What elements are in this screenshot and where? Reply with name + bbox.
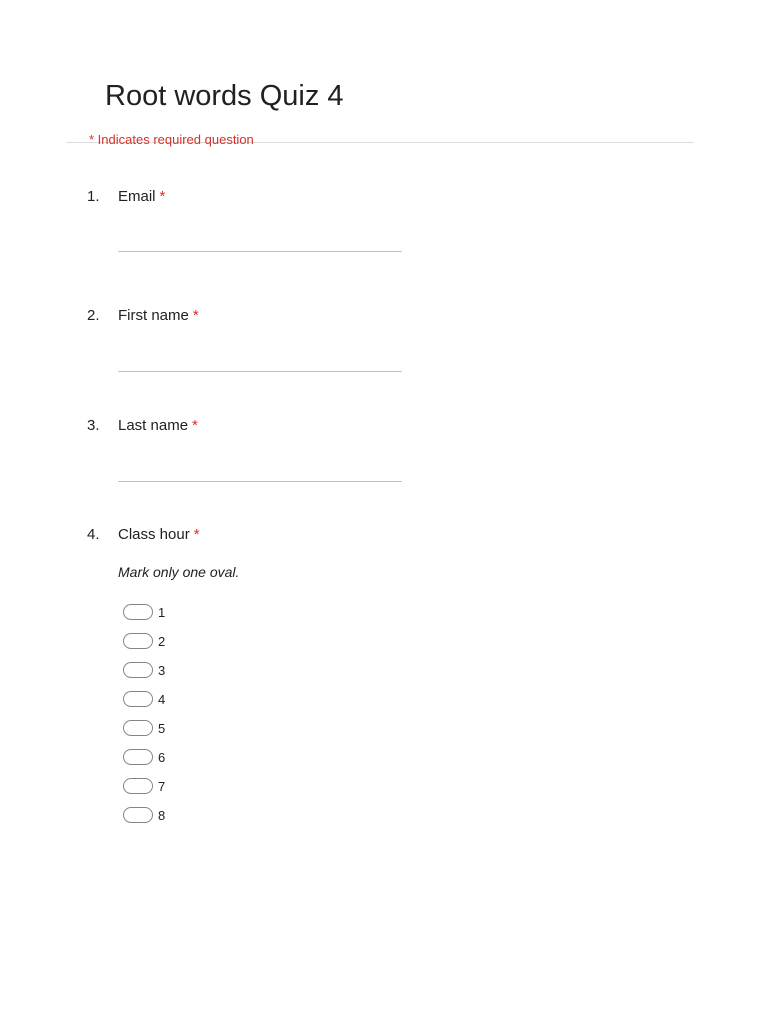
- radio-oval[interactable]: [123, 778, 153, 794]
- question-number: 4.: [87, 526, 100, 543]
- option-2[interactable]: [123, 632, 165, 650]
- question-label-text: Last name: [118, 417, 189, 434]
- question-number: 3.: [87, 417, 100, 434]
- question-number: 2.: [87, 307, 100, 324]
- required-asterisk: *: [192, 307, 199, 324]
- option-label: 5: [158, 720, 166, 736]
- radio-oval[interactable]: [123, 633, 153, 649]
- question-label-text: Email: [118, 188, 156, 205]
- radio-oval[interactable]: [123, 691, 153, 707]
- option-label: 6: [158, 749, 166, 765]
- option-7[interactable]: [123, 777, 165, 795]
- question-label: [118, 526, 200, 543]
- required-note: * Indicates required question: [89, 132, 254, 147]
- option-8[interactable]: [123, 806, 165, 824]
- option-label: 4: [158, 691, 166, 707]
- option-label: 1: [158, 604, 166, 620]
- radio-oval[interactable]: [123, 749, 153, 765]
- option-1[interactable]: [123, 603, 165, 621]
- option-5[interactable]: [123, 719, 165, 737]
- option-label: 8: [158, 807, 166, 823]
- required-asterisk: *: [193, 526, 200, 543]
- option-4[interactable]: [123, 690, 165, 708]
- question-label: [118, 307, 199, 324]
- option-6[interactable]: [123, 748, 165, 766]
- option-label: 3: [158, 662, 166, 678]
- required-asterisk: *: [192, 417, 198, 434]
- question-number: 1.: [87, 188, 100, 205]
- option-3[interactable]: [123, 661, 165, 679]
- option-label: 7: [158, 778, 166, 794]
- option-label: 2: [158, 633, 166, 649]
- radio-oval[interactable]: [123, 807, 153, 823]
- first-name-field[interactable]: [118, 346, 402, 372]
- form-title: Root words Quiz 4: [105, 80, 344, 112]
- question-label: [118, 417, 198, 434]
- radio-oval[interactable]: [123, 720, 153, 736]
- question-label: [118, 188, 165, 205]
- email-field[interactable]: [118, 226, 402, 252]
- question-hint: Mark only one oval.: [118, 564, 240, 580]
- last-name-field[interactable]: [118, 456, 402, 482]
- radio-oval[interactable]: [123, 604, 153, 620]
- required-asterisk: *: [159, 188, 166, 205]
- question-label-text: First name: [118, 307, 189, 324]
- radio-oval[interactable]: [123, 662, 153, 678]
- question-label-text: Class hour: [118, 526, 190, 543]
